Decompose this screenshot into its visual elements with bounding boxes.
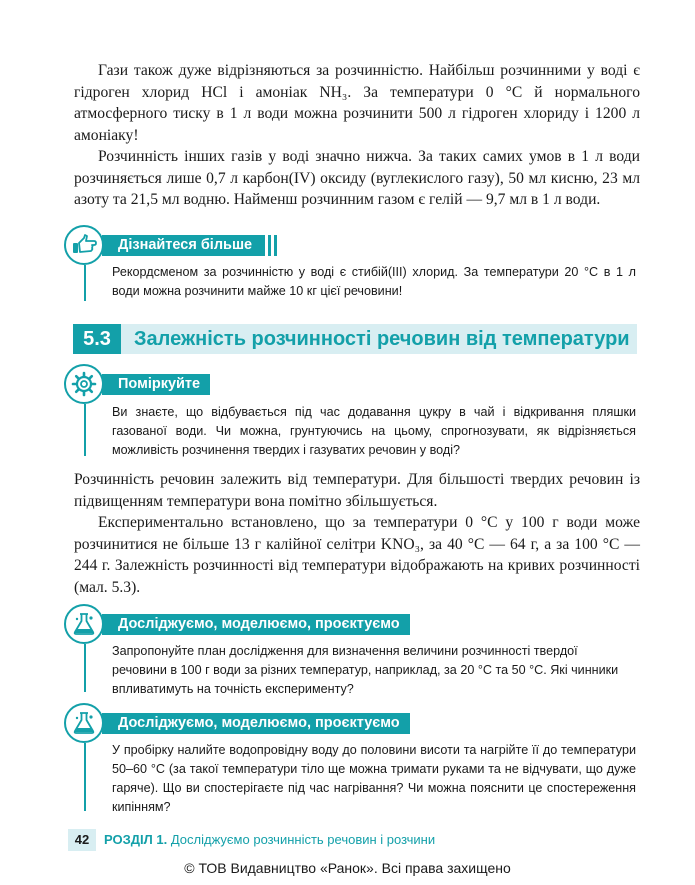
chapter-label: РОЗДІЛ 1. <box>104 832 168 847</box>
learn-more-box <box>64 225 644 305</box>
flask-icon <box>64 703 104 743</box>
think-text: Ви знаєте, що відбувається під час додавання цукру в чай і відкривання пляшки газованої води. Чи можна, грунтуючись на цьому, спрогнозувати, як відрізняється можливість розчинення твердих і газуватих речовин у воді? <box>112 405 636 457</box>
copyright-notice: © ТОВ Видавництво «Ранок». Всі права захищено <box>184 860 511 876</box>
intro-paragraph-2: Розчинність інших газів у воді значно нижча. За таких самих умов в 1 л води розчиняється лише 0,7 л карбон(IV) оксиду (вуглекислого газу), 50 мл кисню, 23 мл азоту та 21,5 мл водню. Найменш розчинним газом є гелій — 9,7 мл в 1 л води. <box>74 148 640 208</box>
learn-more-title: Дізнайтеся більше <box>102 235 262 256</box>
intro-text <box>74 60 640 211</box>
research-box-1 <box>64 604 644 694</box>
think-title: Поміркуйте <box>102 374 210 395</box>
page-number: 42 <box>68 829 96 851</box>
research-2-title: Досліджуємо, моделюємо, проєктуємо <box>102 713 410 734</box>
research-1-title: Досліджуємо, моделюємо, проєктуємо <box>102 614 410 635</box>
think-box <box>64 364 644 464</box>
pointing-hand-icon <box>64 225 104 265</box>
title-stripes <box>262 235 277 256</box>
section-title: Залежність розчинності речовин від температури <box>134 328 630 350</box>
research-2-text: У пробірку налийте водопровідну воду до половини висоти та нагрійте її до температури 50–60 °C (за такої температури тіло ще можна тримати руками та не відчувати, що дуже гаряче). Що ви спостерігаєте під час нагрівання? Чи можна пояснити це спостереження кипінням? <box>112 743 636 814</box>
gear-icon <box>64 364 104 404</box>
section-number: 5.3 <box>73 324 121 354</box>
box-left-line <box>84 265 86 301</box>
chapter-footer <box>104 829 435 851</box>
chapter-title: Досліджуємо розчинність речовин і розчини <box>170 832 436 847</box>
intro-paragraph-1: Гази також дуже відрізняються за розчинністю. Найбільш розчинними у воді є гідроген хлорид HCl і амоніак NH₃. За температури 0 °C й нормального атмосферного тиску в 1 л води можна розчинити 500 л гідроген хлориду і 1200 л амоніаку! <box>74 62 640 144</box>
research-box-2 <box>64 703 644 818</box>
main-paragraph-1: Розчинність речовин залежить від температури. Для більшості твердих речовин із підвищенням температури вона помітно збільшується. <box>74 471 640 510</box>
learn-more-text: Рекордсменом за розчинністю у воді є стибій(ІІІ) хлорид. За температури 20 °C в 1 л води можна розчинити майже 10 кг цієї речовини! <box>112 265 636 298</box>
research-1-text: Запропонуйте план дослідження для визначення величини розчинності твердої речовини в 100 г води за різних температур, наприклад, за 20 °C та 50 °C. Які чинники впливатимуть на точність експерименту? <box>112 644 619 696</box>
box-left-line <box>84 404 86 456</box>
box-left-line <box>84 644 86 692</box>
box-left-line <box>84 743 86 811</box>
flask-icon <box>64 604 104 644</box>
main-text <box>74 469 640 598</box>
main-paragraph-2: Експериментально встановлено, що за температури 0 °C у 100 г води може розчинитися не більше 13 г калійної селітри KNO₃, за 40 °C — 64 г, а за 100 °C — 244 г. Залежність розчинності від температури відображають на кривих розчинності (мал. 5.3). <box>74 514 640 596</box>
